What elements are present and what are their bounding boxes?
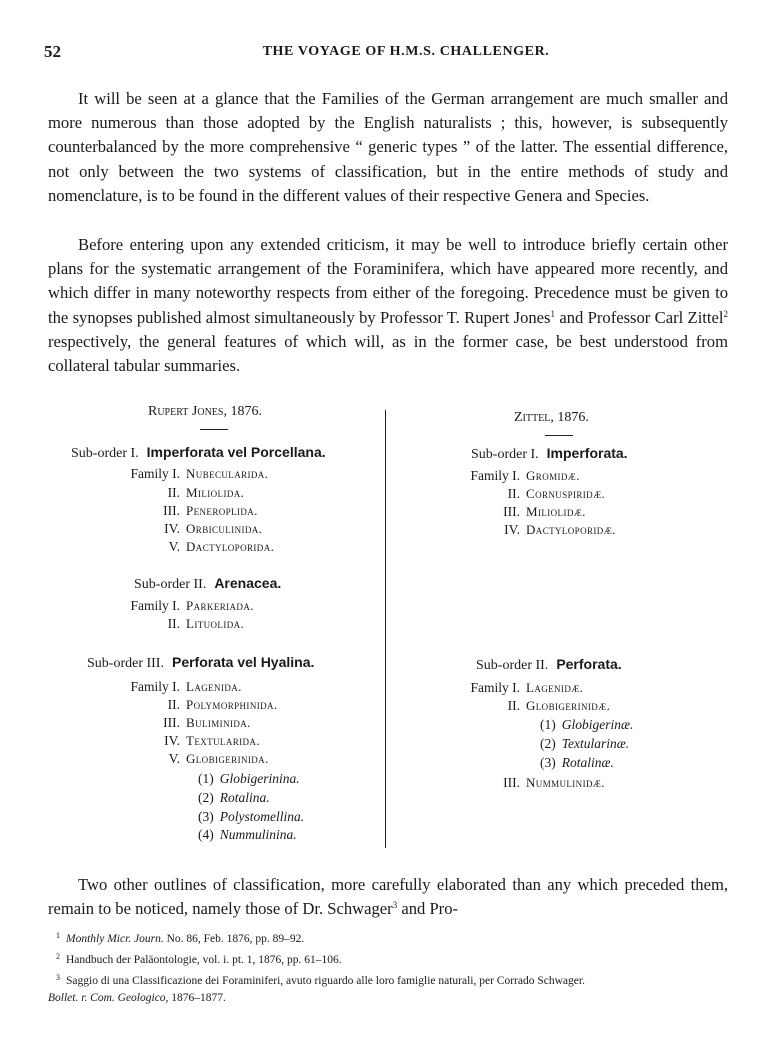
jones-family-row: II. Lituolida.: [167, 616, 245, 631]
paragraph-1: [48, 87, 728, 208]
jones-family-row: V. Dactyloporida.: [168, 539, 275, 554]
jones-column-title: Rupert Jones, 1876.: [148, 404, 262, 419]
page-header: [44, 42, 728, 64]
zittel-family-row: III. Nummulinidæ.: [503, 775, 605, 790]
zittel-family-row: Family I. Gromidæ.: [470, 468, 580, 483]
jones-family-row: V. Globigerinida.: [168, 751, 269, 766]
paragraph-3-text: Two other outlines of classification, more carefully elaborated than any which preceded them, remain to be noticed, namely those of Dr. Schwager$^3$ and Pro-: [48, 875, 728, 919]
footnote-ref-2[interactable]: 2: [723, 308, 728, 319]
zittel-subfamily-row: (1) Globigerinæ.: [540, 717, 634, 732]
jones-subfamily-row: (3) Polystomellina.: [198, 809, 305, 824]
jones-subfamily-row: (2) Rotalina.: [198, 790, 270, 805]
jones-family-row: Family I. Parkeriada.: [130, 598, 254, 613]
jones-title-rule: [200, 429, 228, 430]
zittel-family-row: Family I. Lagenidæ.: [470, 680, 584, 695]
zittel-suborder-2: Sub-order II. Perforata.: [476, 656, 622, 673]
jones-subfamily-row: (4) Nummulinina.: [198, 827, 297, 842]
running-title: THE VOYAGE OF H.M.S. CHALLENGER.: [262, 44, 550, 59]
zittel-family-row: II. Cornuspiridæ.: [507, 486, 606, 501]
zittel-subfamily-row: (3) Rotalinæ.: [540, 755, 614, 770]
paragraph-2-text: Before entering upon any extended criticism, it may be well to introduce briefly certain other plans for the systematic arrangement of the Foraminifera, which have appeared more recently, and which differ in many noteworthy respects from either of the foregoing. Precedence must be given to the synopses published almost simultaneously by Professor T. Rupert Jones$^1$ and Professor Carl Zittel$^2$ respectively, the general features of which will, as in the former case, be best understood from collateral tabular summaries.: [48, 235, 728, 376]
zittel-title-rule: [545, 435, 573, 436]
footnotes: [48, 927, 738, 1007]
paragraph-1-text: It will be seen at a glance that the Families of the German arrangement are much smaller and more numerous than those adopted by the English naturalists ; this, however, is subsequently counterbalanced by the more comprehensive “ generic types ” of the latter. The essential difference, not only between the two systems of classification, but in the entire methods of study and nomenclature, is to be found in the different values of their respective Genera and Species.: [48, 89, 728, 205]
paragraph-2: [48, 233, 728, 378]
jones-family-row: Family I. Nubecularida.: [130, 466, 269, 481]
jones-family-row: II. Miliolida.: [167, 485, 245, 500]
zittel-column-title: Zittel, 1876.: [514, 410, 589, 425]
jones-suborder-1: Sub-order I. Imperforata vel Porcellana.: [71, 444, 326, 461]
footnote-3: 3 Saggio di una Classificazione dei Foraminiferi, avuto riguardo alle loro famiglie naturali, per Corrado Schwager.: [56, 973, 585, 987]
jones-family-row: Family I. Lagenida.: [130, 679, 242, 694]
jones-family-row: III. Buliminida.: [163, 715, 251, 730]
jones-family-row: IV. Orbiculinida.: [164, 521, 263, 536]
page-number: 52: [44, 42, 61, 61]
column-divider: [385, 410, 386, 848]
jones-suborder-3: Sub-order III. Perforata vel Hyalina.: [87, 654, 315, 671]
zittel-suborder-1: Sub-order I. Imperforata.: [471, 445, 628, 462]
zittel-family-row: IV. Dactyloporidæ.: [504, 522, 616, 537]
footnote-2: 2 Handbuch der Paläontologie, vol. i. pt. 1, 1876, pp. 61–106.: [56, 952, 342, 966]
jones-suborder-2: Sub-order II. Arenacea.: [134, 575, 282, 592]
jones-family-row: II. Polymorphinida.: [167, 697, 278, 712]
footnote-3-continued: Bollet. r. Com. Geologico, 1876–1877.: [48, 992, 226, 1004]
zittel-family-row: III. Miliolidæ.: [503, 504, 586, 519]
zittel-family-row: II. Globigerinidæ.: [507, 698, 611, 713]
jones-subfamily-row: (1) Globigerinina.: [198, 771, 300, 786]
paragraph-3: [48, 873, 728, 921]
zittel-subfamily-row: (2) Textularinæ.: [540, 736, 630, 751]
footnote-ref-3[interactable]: 3: [392, 900, 398, 911]
footnote-ref-1[interactable]: 1: [550, 308, 556, 319]
jones-family-row: IV. Textularida.: [164, 733, 260, 748]
jones-family-row: III. Peneroplida.: [163, 503, 258, 518]
footnote-1: 1 Monthly Micr. Journ. No. 86, Feb. 1876, pp. 89–92.: [56, 931, 305, 945]
